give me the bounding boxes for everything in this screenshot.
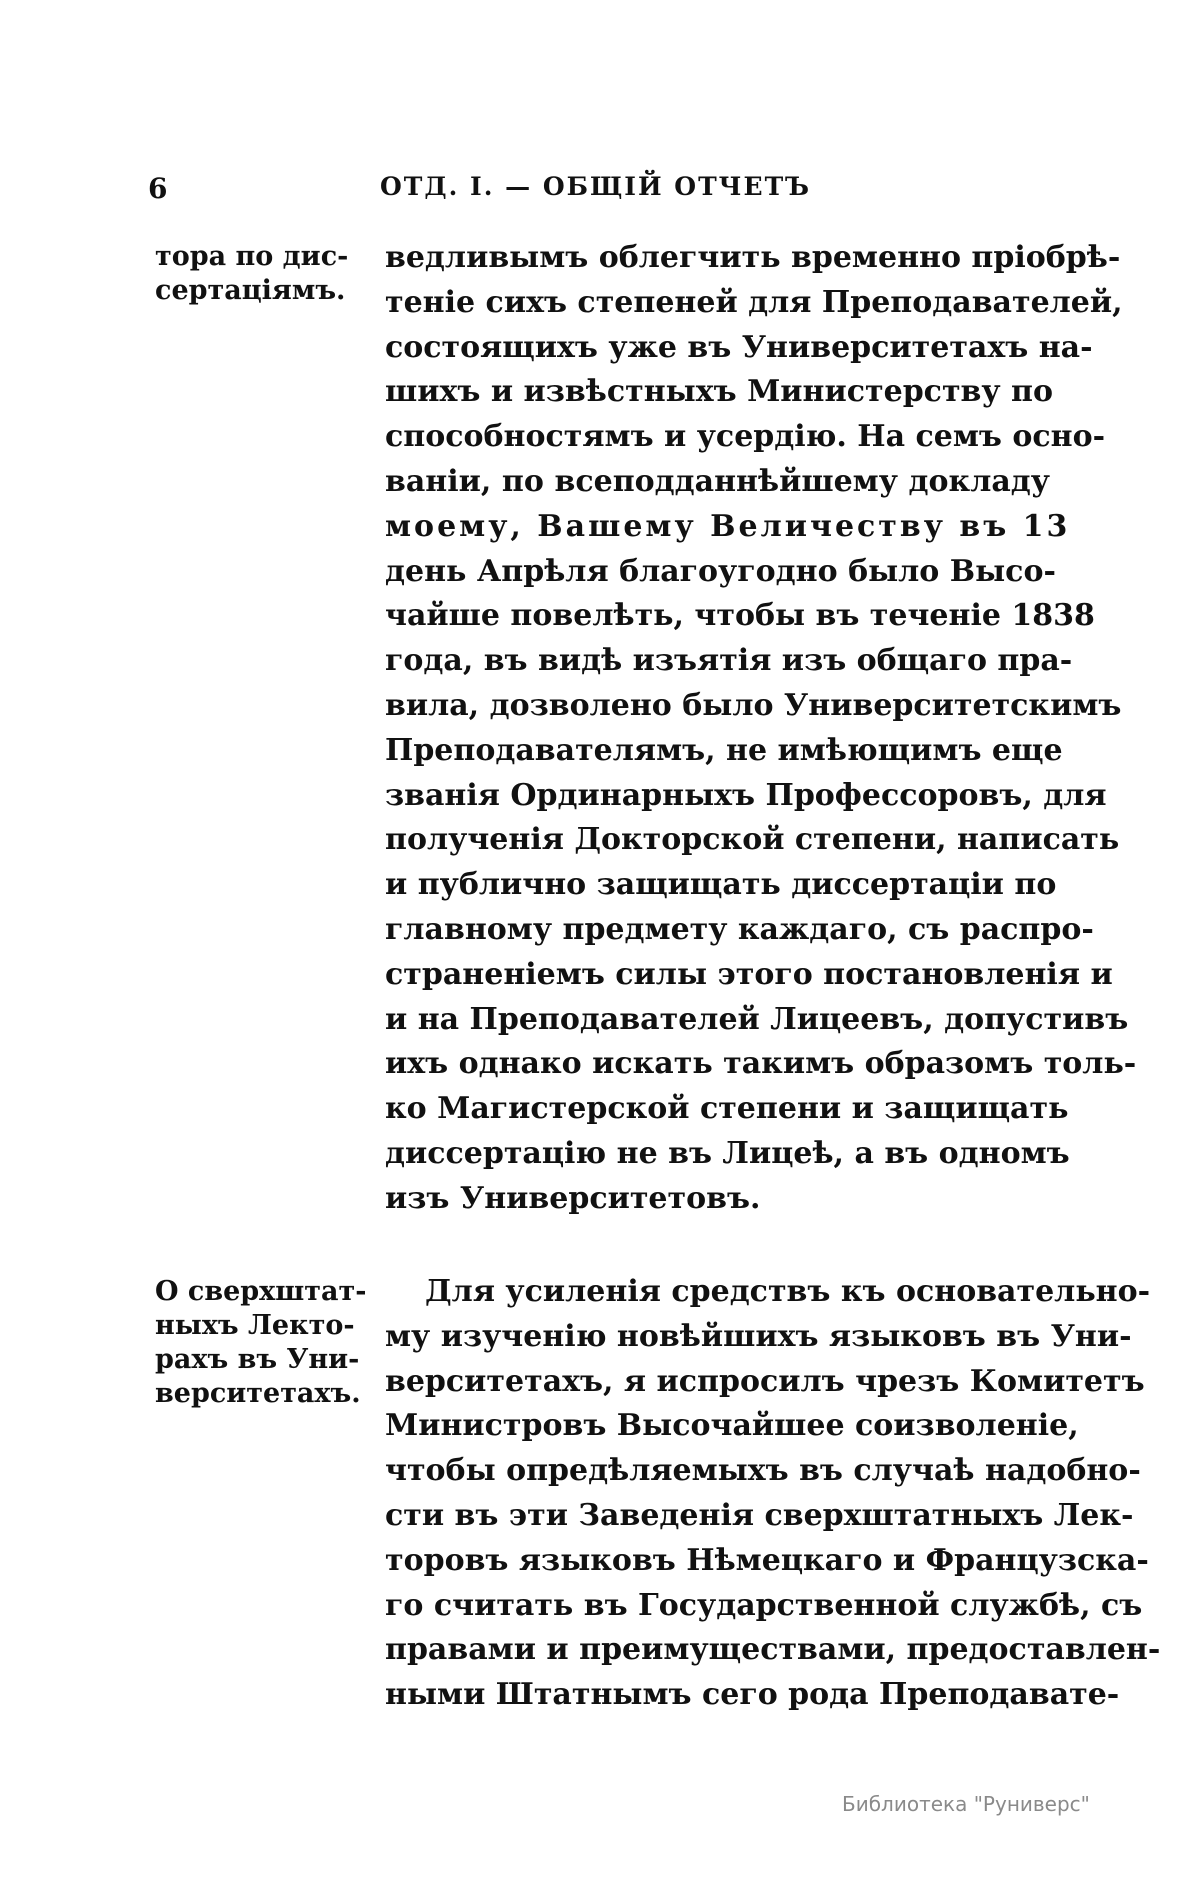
margin-note-dissertations (155, 240, 375, 308)
text-line: чайше повелѣть, чтобы въ теченіе 1838 (385, 598, 1095, 634)
text-line: званія Ординарныхъ Профессоровъ, для (385, 777, 1107, 813)
text-line: ными Штатнымъ сего рода Преподавате- (385, 1677, 1120, 1713)
text-line: страненіемъ силы этого постановленія и (385, 956, 1113, 992)
text-line: теніе сихъ степеней для Преподавателей, (385, 284, 1123, 320)
text-line: Преподавателямъ, не имѣющимъ еще (385, 732, 1063, 768)
text-line: сти въ эти Заведенія сверхштатныхъ Лек- (385, 1497, 1134, 1533)
margin-note-line: ныхъ Лекто- (155, 1310, 355, 1341)
text-line: правами и преимуществами, предоставлен- (385, 1632, 1161, 1668)
text-line: и на Преподавателей Лицеевъ, допустивъ (385, 1001, 1129, 1037)
text-line: изъ Университетовъ. (385, 1180, 761, 1216)
text-line: Министровъ Высочайшее соизволеніе, (385, 1408, 1079, 1444)
text-line: го считать въ Государственной службѣ, съ (385, 1587, 1143, 1623)
text-line: му изученію новѣйшихъ языковъ въ Уни- (385, 1318, 1132, 1354)
margin-note-line: рахъ въ Уни- (155, 1344, 360, 1375)
text-line: ихъ однако искать такимъ образомъ толь- (385, 1046, 1137, 1082)
text-line: чтобы опредѣляемыхъ въ случаѣ надобно- (385, 1453, 1141, 1489)
text-line: состоящихъ уже въ Университетахъ на- (385, 329, 1093, 365)
text-line: ко Магистерской степени и защищать (385, 1091, 1069, 1127)
text-line: ваніи, по всеподданнѣйшему докладу (385, 463, 1050, 499)
margin-note-line: сертаціямъ. (155, 275, 346, 306)
text-line: Для усиленія средствъ къ основательно- (425, 1274, 1151, 1309)
text-line: верситетахъ, я испросилъ чрезъ Комитетъ (385, 1363, 1145, 1399)
text-line: и публично защищать диссертаціи по (385, 867, 1057, 903)
running-title: ОТД. I. — ОБЩІЙ ОТЧЕТЪ (380, 172, 812, 201)
text-line: способностямъ и усердію. На семъ осно- (385, 419, 1106, 455)
margin-note-line: верситетахъ. (155, 1378, 361, 1409)
text-line: торовъ языковъ Нѣмецкаго и Французска- (385, 1542, 1149, 1578)
text-line: день Апрѣля благоугодно было Высо- (385, 553, 1056, 589)
text-line: года, въ видѣ изъятія изъ общаго пра- (385, 643, 1073, 679)
text-line: вила, дозволено было Университетскимъ (385, 687, 1122, 723)
margin-note-lecturers (155, 1275, 375, 1411)
text-line: диссертацію не въ Лицеѣ, а въ одномъ (385, 1135, 1070, 1171)
library-watermark: Библиотека "Руниверс" (842, 1792, 1090, 1816)
text-line: полученія Докторской степени, написать (385, 822, 1120, 858)
page-header (140, 172, 1055, 212)
paragraph-lecturers (385, 1270, 1161, 1718)
text-line: главному предмету каждаго, съ распро- (385, 911, 1094, 947)
margin-note-line: тора по дис- (155, 241, 349, 272)
text-line: ведливымъ облегчить временно пріобрѣ- (385, 240, 1121, 275)
text-line: шихъ и извѣстныхъ Министерству по (385, 374, 1053, 410)
margin-note-line: О сверхштат- (155, 1276, 367, 1307)
paragraph-dissertations (385, 236, 1137, 1222)
text-line: моему, Вашему Величеству въ 13 (385, 508, 1071, 544)
page-number: 6 (148, 172, 168, 205)
